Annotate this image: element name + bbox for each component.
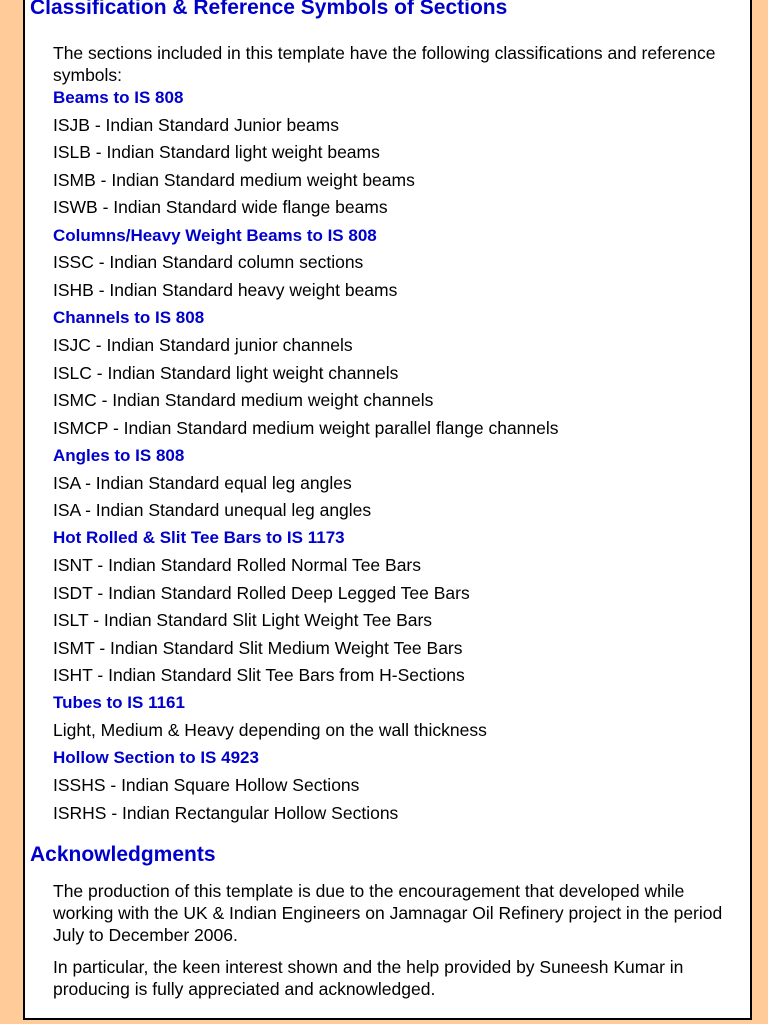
list-item: ISLT - Indian Standard Slit Light Weight Tee Bars xyxy=(53,610,433,630)
group-heading-channels: Channels to IS 808 xyxy=(53,308,205,327)
acknowledgment-paragraph: In particular, the keen interest shown and the help provided by Suneesh Kumar in producing is fully appreciated and acknowledged. xyxy=(53,957,684,999)
list-item: ISMB - Indian Standard medium weight beams xyxy=(53,170,415,190)
list-item: ISSHS - Indian Square Hollow Sections xyxy=(53,775,360,795)
list-item: ISHT - Indian Standard Slit Tee Bars from H-Sections xyxy=(53,665,465,685)
list-item: ISA - Indian Standard unequal leg angles xyxy=(53,500,372,520)
intro-paragraph: The sections included in this template have the following classifications and reference symbols: xyxy=(53,43,716,85)
group-heading-hollow: Hollow Section to IS 4923 xyxy=(53,748,259,767)
group-heading-columns: Columns/Heavy Weight Beams to IS 808 xyxy=(53,226,377,245)
group-heading-angles: Angles to IS 808 xyxy=(53,446,185,465)
list-item: ISA - Indian Standard equal leg angles xyxy=(53,473,352,493)
list-item: ISJC - Indian Standard junior channels xyxy=(53,335,353,355)
list-item: ISJB - Indian Standard Junior beams xyxy=(53,115,339,135)
list-item: ISLC - Indian Standard light weight channels xyxy=(53,363,399,383)
group-heading-tubes: Tubes to IS 1161 xyxy=(53,693,185,712)
group-heading-beams: Beams to IS 808 xyxy=(53,88,184,107)
list-item: ISNT - Indian Standard Rolled Normal Tee Bars xyxy=(53,555,422,575)
list-item: ISDT - Indian Standard Rolled Deep Legged Tee Bars xyxy=(53,583,470,603)
list-item: ISHB - Indian Standard heavy weight beams xyxy=(53,280,398,300)
list-item: ISMT - Indian Standard Slit Medium Weight Tee Bars xyxy=(53,638,463,658)
list-item: ISRHS - Indian Rectangular Hollow Sections xyxy=(53,803,399,823)
list-item: ISSC - Indian Standard column sections xyxy=(53,252,364,272)
group-heading-tee-bars: Hot Rolled & Slit Tee Bars to IS 1173 xyxy=(53,528,345,547)
section-title-classification: Classification & Reference Symbols of Sections xyxy=(30,0,508,19)
acknowledgment-paragraph: The production of this template is due to the encouragement that developed while working with the UK & Indian Engineers on Jamnagar Oil Refinery project in the period July to December 2006. xyxy=(53,881,723,945)
list-item: ISMCP - Indian Standard medium weight parallel flange channels xyxy=(53,418,559,438)
section-title-acknowledgments: Acknowledgments xyxy=(30,843,216,866)
list-item: ISWB - Indian Standard wide flange beams xyxy=(53,197,388,217)
document-page xyxy=(23,0,752,1020)
list-item: Light, Medium & Heavy depending on the wall thickness xyxy=(53,720,487,740)
list-item: ISLB - Indian Standard light weight beams xyxy=(53,142,380,162)
list-item: ISMC - Indian Standard medium weight channels xyxy=(53,390,434,410)
